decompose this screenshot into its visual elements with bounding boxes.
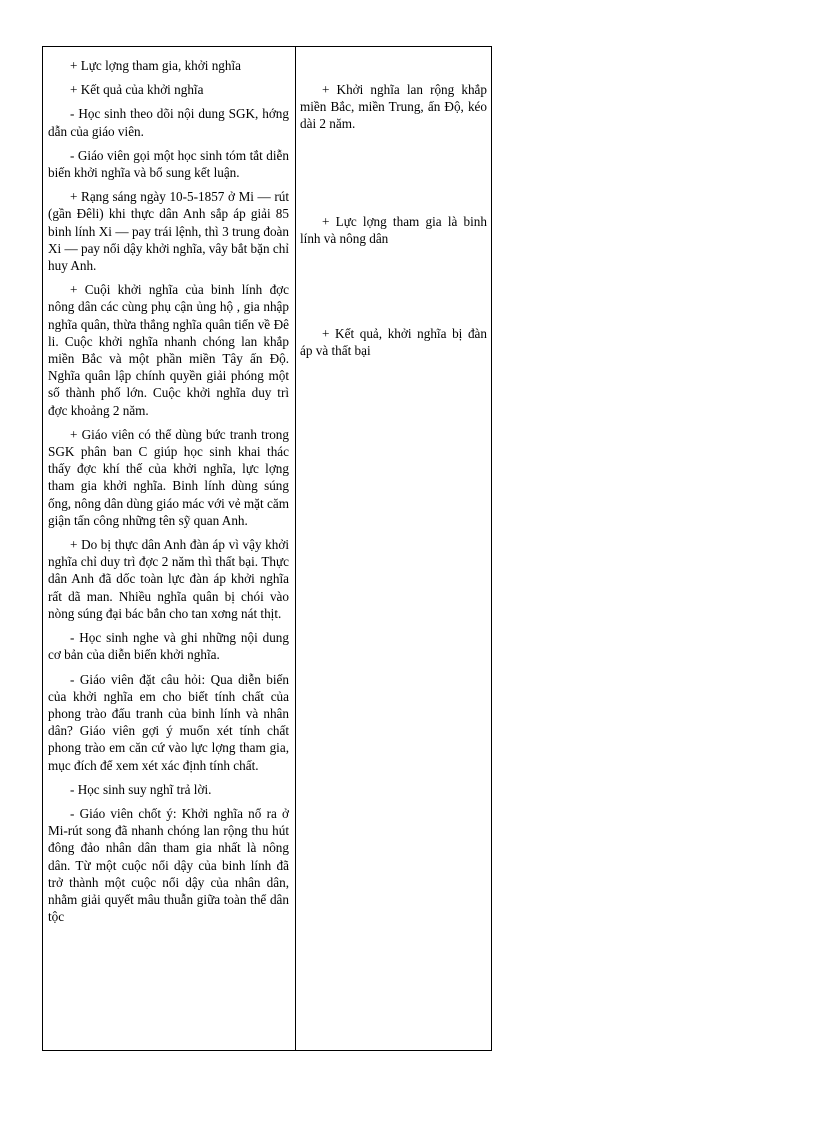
- summary-note: + Kết quả, khởi nghĩa bị đàn áp và thất bại: [300, 326, 487, 359]
- paragraph: + Lực lợng tham gia, khởi nghĩa: [70, 58, 241, 73]
- paragraph: + Do bị thực dân Anh đàn áp vì vậy khởi nghĩa chỉ duy trì đợc 2 năm thì thất bại. Thực dân Anh đã dốc toàn lực đàn áp khởi nghĩa rất dã man. Nhiều nghĩa quân bị chói vào nòng súng đại bác bắn cho tan xơng nát thịt.: [48, 537, 289, 621]
- paragraph: - Học sinh suy nghĩ trả lời.: [70, 781, 212, 797]
- paragraph: + Giáo viên có thể dùng bức tranh trong SGK phân ban C giúp học sinh khai thác thấy đợc khí thế của khởi nghĩa, lực lợng tham gia khởi nghĩa. Binh lính dùng súng ống, nông dân dùng giáo mác với vẻ mặt căm giận tấn công những tên sỹ quan Anh.: [48, 426, 289, 528]
- left-column: [48, 57, 289, 932]
- two-column-table: [42, 46, 492, 1051]
- paragraph: - Học sinh nghe và ghi những nội dung cơ bản của diễn biến khởi nghĩa.: [48, 630, 289, 663]
- column-divider: [295, 47, 296, 1050]
- paragraph: + Cuội khởi nghĩa của binh lính đợc nông dân các cùng phụ cận ủng hộ , gia nhập nghĩa quân, thừa thắng nghĩa quân tiến về Đê li. Cuộc khởi nghĩa nhanh chóng lan khắp miền Bắc và một phần miền Tây ấn Độ. Nghĩa quân lập chính quyền giải phóng một số thành phố lớn. Cuộc khởi nghĩa duy trì đợc khoảng 2 năm.: [48, 282, 289, 418]
- paragraph: - Giáo viên chốt ý: Khởi nghĩa nổ ra ở Mi-rút song đã nhanh chóng lan rộng thu hút đông đảo nhân dân tham gia nhất là nông dân. Từ một cuộc nổi dậy của binh lính đã trở thành một cuộc nổi dậy của nhân dân, nhằm giải quyết mâu thuẫn giữa toàn thể dân tộc: [48, 805, 289, 925]
- paragraph: - Giáo viên gọi một học sinh tóm tắt diễn biến khởi nghĩa và bổ sung kết luận.: [48, 147, 289, 181]
- paragraph: + Kết quả của khởi nghĩa: [70, 82, 204, 98]
- paragraph: - Giáo viên đặt câu hỏi: Qua diễn biến của khởi nghĩa em cho biết tính chất của phong trào đấu tranh của binh lính và nhân dân? Giáo viên gợi ý muốn xét tính chất phong trào em căn cứ vào lực lợng tham gia, mục đích để xem xét xác định tính chất.: [48, 671, 289, 773]
- paragraph: - Học sinh theo dõi nội dung SGK, hớng dẫn của giáo viên.: [48, 106, 289, 139]
- summary-note: + Khởi nghĩa lan rộng khắp miền Bắc, miền Trung, ấn Độ, kéo dài 2 năm.: [300, 82, 487, 132]
- summary-note: + Lực lợng tham gia là binh lính và nông dân: [300, 214, 487, 247]
- paragraph: + Rạng sáng ngày 10-5-1857 ở Mi — rút (gần Đêli) khi thực dân Anh sắp áp giải 85 binh lính Xi — pay trái lệnh, thì 3 trung đoàn Xi — pay nổi dậy khởi nghĩa, vây bắt bặn chỉ huy Anh.: [48, 189, 290, 274]
